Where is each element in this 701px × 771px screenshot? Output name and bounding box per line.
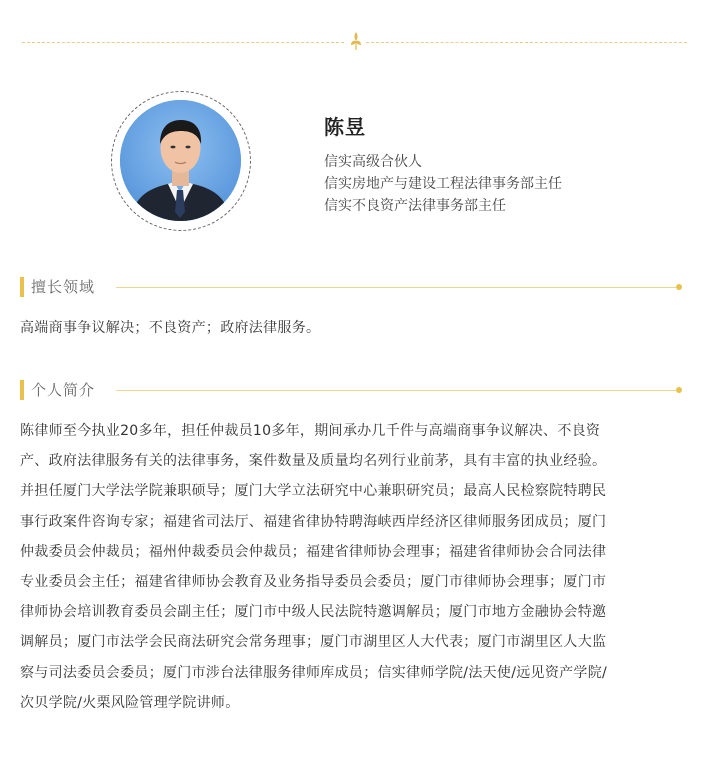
section-header-specialty: [20, 276, 682, 298]
profile-title: 信实房地产与建设工程法律事务部主任: [324, 176, 562, 192]
bio-text: [20, 416, 688, 718]
divider-line-right: [366, 42, 687, 43]
section-accent-bar: [20, 277, 24, 297]
bio-line: 陈律师至今执业20多年，担任仲裁员10多年，期间承办几千件与高端商事争议解决、不良资: [20, 423, 601, 439]
section-rule: [116, 390, 676, 391]
specialty-text: 高端商事争议解决；不良资产；政府法律服务。: [20, 320, 321, 336]
bio-line: 并担任厦门大学法学院兼职硕导；厦门大学立法研究中心兼职研究员；最高人民检察院特聘民: [20, 483, 607, 500]
bio-line: 仲裁委员会仲裁员；福州仲裁委员会仲裁员；福建省律师协会理事；福建省律师协会合同法律: [20, 543, 607, 560]
portrait-photo: [120, 100, 241, 221]
section-end-dot: [676, 387, 682, 393]
avatar-frame: [111, 91, 251, 231]
section-accent-bar: [20, 380, 24, 400]
top-divider: [22, 34, 687, 50]
bio-line: 察与司法委员会委员；厦门市涉台法律服务律师库成员；信实律师学院/法天使/远见资产学院/: [20, 664, 608, 681]
profile-title: 信实高级合伙人: [324, 154, 422, 170]
bio-line: 事行政案件咨询专家；福建省司法厅、福建省律协特聘海峡西岸经济区律师服务团成员；厦门: [20, 513, 607, 530]
profile-titles: [324, 151, 562, 217]
bio-line: 产、政府法律服务有关的法律事务，案件数量及质量均名列行业前茅，具有丰富的执业经验。: [20, 453, 607, 470]
profile-name: 陈昱: [324, 115, 366, 139]
bio-line: 专业委员会主任；福建省律师协会教育及业务指导委员会委员；厦门市律师协会理事；厦门市: [20, 574, 607, 591]
divider-line-left: [22, 42, 344, 43]
section-heading: 擅长领域: [31, 276, 103, 298]
section-rule: [116, 287, 676, 288]
bio-line: 律师协会培训教育委员会副主任；厦门市中级人民法院特邀调解员；厦门市地方金融协会特邀: [20, 604, 607, 621]
section-end-dot: [676, 284, 682, 290]
profile-title: 信实不良资产法律事务部主任: [324, 198, 506, 214]
avatar: [120, 100, 241, 221]
section-header-bio: [20, 379, 682, 401]
wheat-ornament-icon: [348, 30, 364, 52]
bio-line: 调解员；厦门市法学会民商法研究会常务理事；厦门市湖里区人大代表；厦门市湖里区人大监: [20, 634, 607, 651]
bio-line: 次贝学院/火栗风险管理学院讲师。: [20, 694, 240, 711]
section-heading: 个人简介: [31, 379, 103, 401]
